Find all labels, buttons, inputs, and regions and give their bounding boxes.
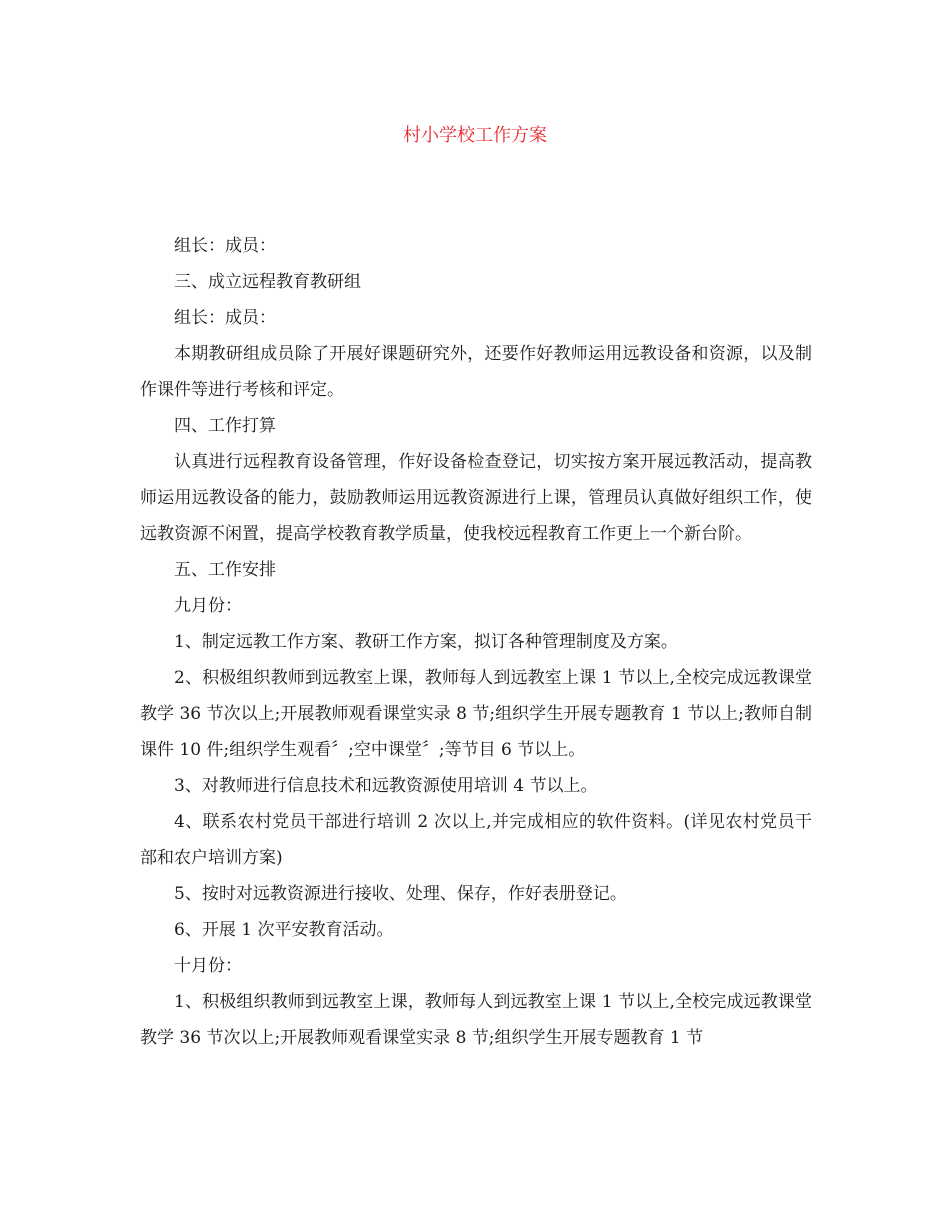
paragraph: 三、成立远程教育教研组 xyxy=(174,272,361,292)
paragraph: 四、工作打算 xyxy=(174,416,276,436)
paragraph: 九月份： xyxy=(174,596,242,616)
paragraph: 2、积极组织教师到远教室上课，教师每人到远教室上课 1 节以上,全校完成远教课堂教学 36 节次以上;开展教师观看课堂实录 8 节;组织学生开展专题教育 1 节以上;教师自制课件 10 件;组织学生观看〞;空中课堂〞;等节目 6 节以上。 xyxy=(140,668,812,760)
paragraph: 五、工作安排 xyxy=(174,560,276,580)
paragraph: 认真进行远程教育设备管理，作好设备检查登记，切实按方案开展远教活动，提高教师运用远教设备的能力，鼓励教师运用远教资源进行上课，管理员认真做好组织工作，使远教资源不闲置，提高学校教育教学质量，使我校远程教育工作更上一个新台阶。 xyxy=(140,452,812,544)
paragraph: 1、积极组织教师到远教室上课，教师每人到远教室上课 1 节以上,全校完成远教课堂教学 36 节次以上;开展教师观看课堂实录 8 节;组织学生开展专题教育 1 节 xyxy=(140,992,812,1048)
paragraph: 组长：成员： xyxy=(174,308,276,328)
paragraph: 十月份： xyxy=(174,956,242,976)
paragraph: 6、开展 1 次平安教育活动。 xyxy=(174,920,394,940)
paragraph: 3、对教师进行信息技术和远教资源使用培训 4 节以上。 xyxy=(174,776,598,796)
paragraph: 5、按时对远教资源进行接收、处理、保存，作好表册登记。 xyxy=(174,884,627,904)
paragraph: 组长：成员： xyxy=(174,236,276,256)
document-body xyxy=(140,228,812,1056)
paragraph: 4、联系农村党员干部进行培训 2 次以上,并完成相应的软件资料。(详见农村党员干部和农户培训方案) xyxy=(140,812,812,868)
paragraph: 本期教研组成员除了开展好课题研究外，还要作好教师运用远教设备和资源，以及制作课件等进行考核和评定。 xyxy=(140,344,812,400)
document-title: 村小学校工作方案 xyxy=(403,125,547,146)
paragraph: 1、制定远教工作方案、教研工作方案，拟订各种管理制度及方案。 xyxy=(174,632,678,652)
